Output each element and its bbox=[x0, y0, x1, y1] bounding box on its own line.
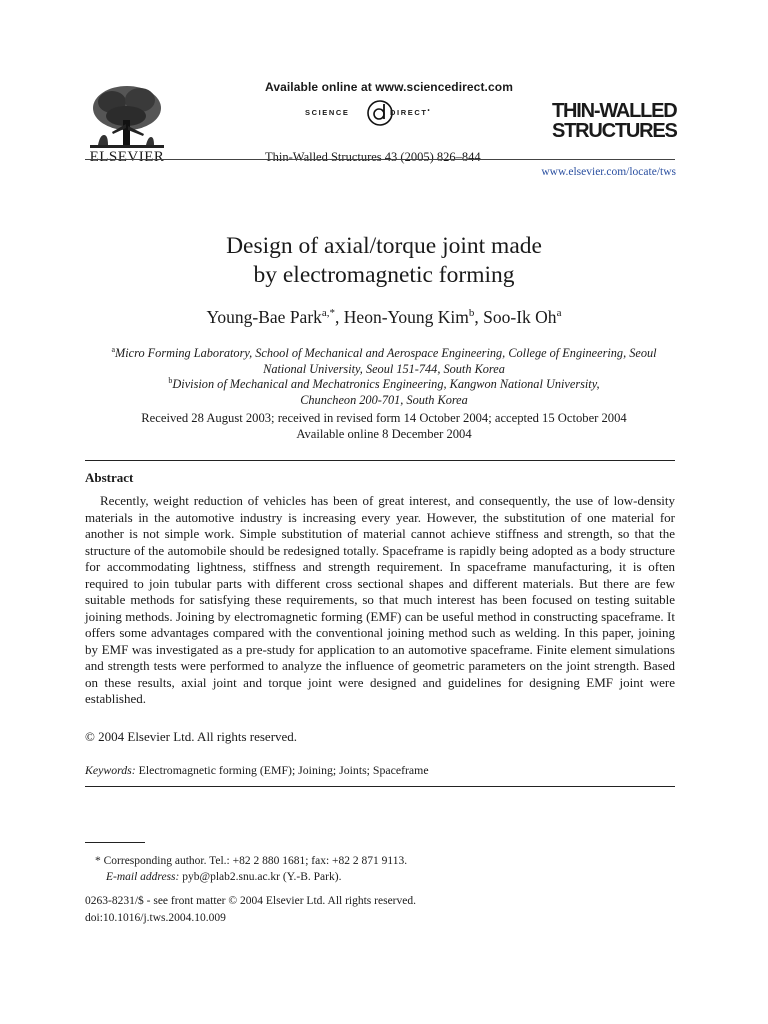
sciencedirect-logo bbox=[305, 98, 455, 128]
publisher-name: ELSEVIER bbox=[89, 149, 165, 165]
abstract-copyright: © 2004 Elsevier Ltd. All rights reserved. bbox=[85, 729, 298, 744]
sciencedirect-science: SCIENCE bbox=[305, 108, 350, 117]
sciencedirect-direct: DIRECT• bbox=[390, 108, 432, 117]
abstract-heading: Abstract bbox=[85, 470, 134, 485]
journal-logo-line2: STRUCTURES bbox=[552, 120, 677, 142]
journal-reference: Thin-Walled Structures 43 (2005) 826–844 bbox=[265, 150, 481, 164]
issn-line: 0263-8231/$ - see front matter © 2004 Elsevier Ltd. All rights reserved. bbox=[85, 895, 416, 907]
author-affil-marker[interactable]: a,* bbox=[321, 307, 336, 320]
keywords bbox=[85, 763, 429, 778]
keywords-text: Electromagnetic forming (EMF); Joining; Joints; Spaceframe bbox=[138, 763, 429, 777]
journal-logo-line1: THIN-WALLED bbox=[552, 100, 677, 122]
abstract-bottom-rule bbox=[85, 786, 675, 787]
author-name[interactable]: Soo-Ik Oh bbox=[483, 307, 557, 327]
author-affil-marker[interactable]: a bbox=[556, 307, 562, 320]
article-history bbox=[84, 411, 684, 442]
header-divider bbox=[85, 159, 675, 160]
article-title bbox=[84, 232, 684, 290]
title-line-2: by electromagnetic forming bbox=[253, 262, 515, 288]
doi-line[interactable]: doi:10.1016/j.tws.2004.10.009 bbox=[85, 912, 226, 924]
title-line-1: Design of axial/torque joint made bbox=[226, 233, 542, 259]
email-address[interactable]: pyb@plab2.snu.ac.kr (Y.-B. Park). bbox=[182, 871, 342, 883]
author-list: Young-Bae Park$^{a,*}$, Heon-Young Kim$^b$, Soo-Ik Oh$^a$ bbox=[206, 307, 562, 327]
email-label: E-mail address: bbox=[106, 871, 180, 883]
author-affil-marker[interactable]: b bbox=[468, 307, 475, 320]
author-name[interactable]: Young-Bae Park bbox=[206, 307, 322, 327]
abstract-top-rule bbox=[85, 460, 675, 461]
elsevier-tree-logo bbox=[82, 82, 172, 158]
available-online-date: Available online 8 December 2004 bbox=[296, 426, 472, 441]
keywords-label: Keywords: bbox=[85, 763, 136, 777]
email-note bbox=[106, 869, 696, 885]
author-name[interactable]: Heon-Young Kim bbox=[343, 307, 469, 327]
abstract-body: Recently, weight reduction of vehicles has been of great interest, and consequently, the use of low-density materials in the automotive industry is increasing every year. However, the substitution of one material for another is not simple work. Simple substitution of material cannot achieve stiffness and strength, so that the structure of the automobile should be redesigned totally. Spaceframe is rapidly being adopted as a body structure for accommodating lightness, stiffness and strength requirement. In spaceframe manufacturing, it is often required to join tubular parts with different cross sectional shapes and different materials. But there are few suitable methods for satisfying these requirements, so that much interest has been focused on testing suitable joining methods. Joining by electromagnetic forming (EMF) can be useful method in constructing spaceframe. It offers some advantages compared with the conventional joining method such as welding. In this paper, joining by EMF was investigated as a pre-study for application to an automotive spaceframe. Finite element simulations and strength tests were performed to analyze the influence of geometric parameters on the joint strength. Based on these results, axial joint and torque joint were designed and guidelines for designing EMF joint were established. bbox=[85, 493, 675, 706]
affiliation-b: $^b$Division of Mechanical and Mechatronics Engineering, Kangwon National University, Chuncheon 200-701, South Korea bbox=[168, 376, 600, 407]
affiliation-a: $^a$Micro Forming Laboratory, School of Mechanical and Aerospace Engineering, College of Engineering, Seoul National University, Seoul 151-744, South Korea bbox=[111, 345, 657, 376]
received-dates: Received 28 August 2003; received in revised form 14 October 2004; accepted 15 October 2004 bbox=[141, 411, 627, 425]
footnote-rule bbox=[85, 842, 145, 843]
corresponding-author-note: * Corresponding author. Tel.: +82 2 880 1681; fax: +82 2 871 9113. bbox=[95, 855, 408, 867]
journal-url-link[interactable]: www.elsevier.com/locate/tws bbox=[541, 166, 676, 178]
journal-logo bbox=[552, 101, 682, 141]
available-online-text[interactable]: Available online at www.sciencedirect.com bbox=[265, 80, 513, 94]
